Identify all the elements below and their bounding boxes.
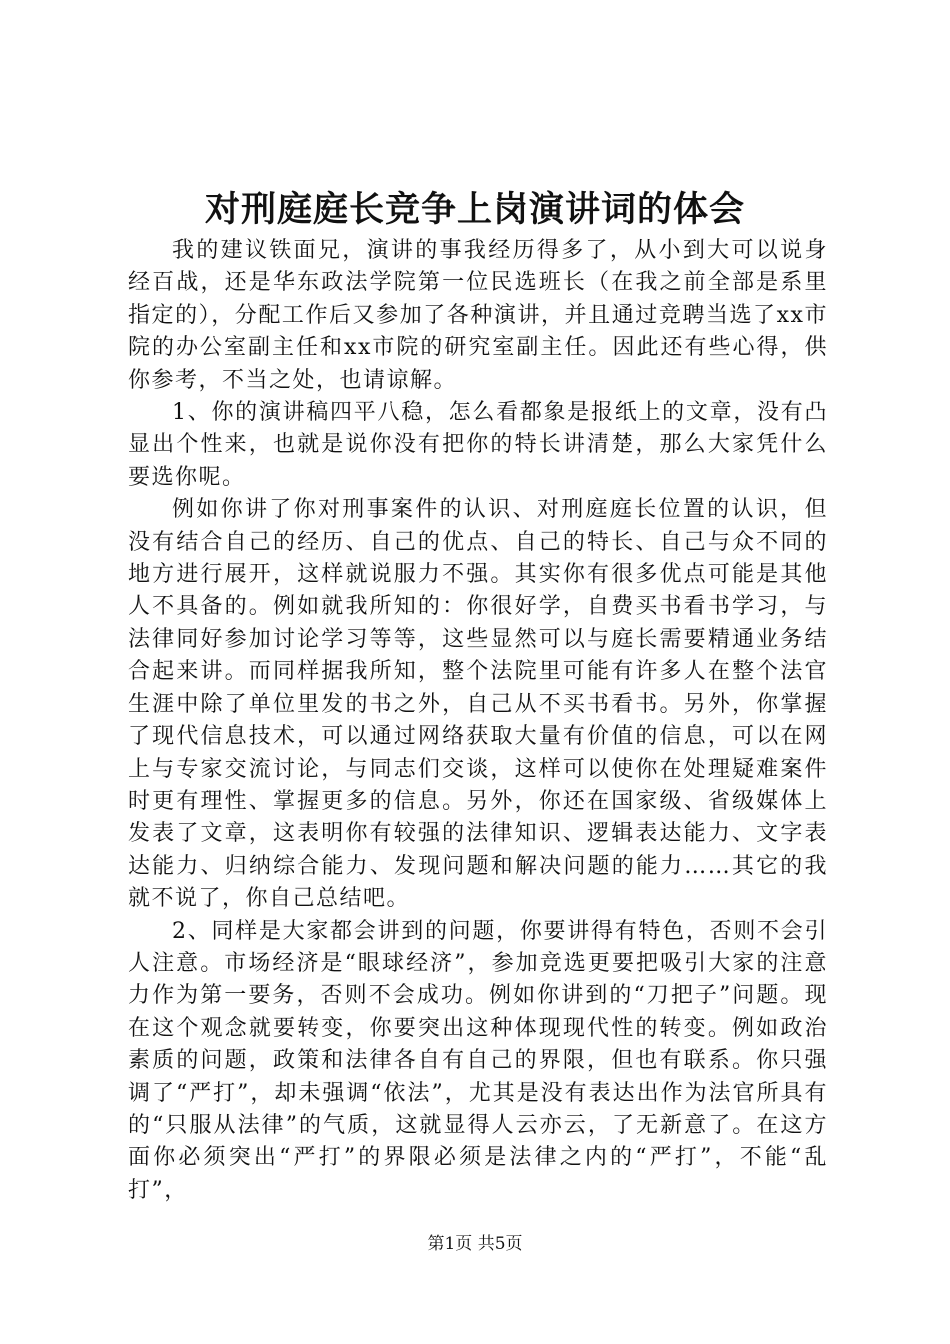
paragraph-point-2: 2、同样是大家都会讲到的问题，你要讲得有特色，否则不会引人注意。市场经济是“眼球经济”，参加竞选更要把吸引大家的注意力作为第一要务，否则不会成功。例如你讲到的“刀把子”问题。现在这个观念就要转变，你要突出这种体现现代性的转变。例如政治素质的问题，政策和法律各自有自己的界限，但也有联系。你只强调了“严打”，却未强调“依法”，尤其是没有表达出作为法官所具有的“只服从法律”的气质，这就显得人云亦云，了无新意了。在这方面你必须突出“严打”的界限必须是法律之内的“严打”，不能“乱打”， [128,918,828,1203]
document-body [128,235,828,1207]
paragraph-point-1: 1、你的演讲稿四平八稳，怎么看都象是报纸上的文章，没有凸显出个性来，也就是说你没有把你的特长讲清楚，那么大家凭什么要选你呢。 [128,400,828,490]
page-footer: 第1页 共5页 [427,1234,523,1254]
paragraph-example: 例如你讲了你对刑事案件的认识、对刑庭庭长位置的认识，但没有结合自己的经历、自己的优点、自己的特长、自己与众不同的地方进行展开，这样就说服力不强。其实你有很多优点可能是其他人不具备的。例如就我所知的：你很好学，自费买书看书学习，与法律同好参加讨论学习等等，这些显然可以与庭长需要精通业务结合起来讲。而同样据我所知，整个法院里可能有许多人在整个法官生涯中除了单位里发的书之外，自己从不买书看书。另外，你掌握了现代信息技术，可以通过网络获取大量有价值的信息，可以在网上与专家交流讨论，与同志们交谈，这样可以使你在处理疑难案件时更有理性、掌握更多的信息。另外，你还在国家级、省级媒体上发表了文章，这表明你有较强的法律知识、逻辑表达能力、文字表达能力、归纳综合能力、发现问题和解决问题的能力……其它的我就不说了，你自己总结吧。 [128,497,828,912]
paragraph-intro: 我的建议铁面兄，演讲的事我经历得多了，从小到大可以说身经百战，还是华东政法学院第一位民选班长（在我之前全部是系里指定的），分配工作后又参加了各种演讲，并且通过竞聘当选了xx市院的办公室副主任和xx市院的研究室副主任。因此还有些心得，供你参考，不当之处，也请谅解。 [128,238,828,393]
document-title: 对刑庭庭长竞争上岗演讲词的体会 [204,189,745,230]
